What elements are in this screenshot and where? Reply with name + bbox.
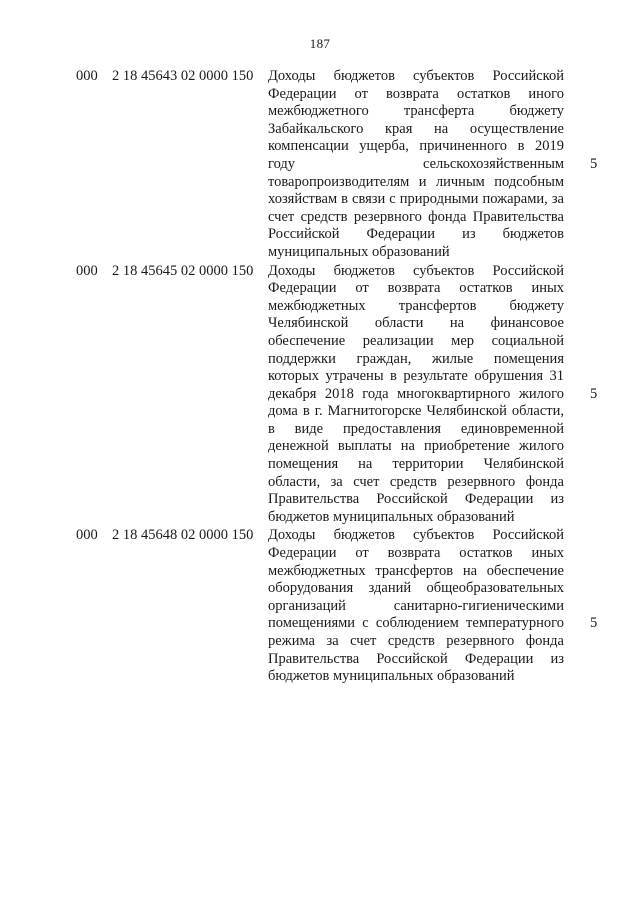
amount-value: 5 [590, 385, 598, 402]
budget-classification-code: 2 18 45643 02 0000 150 [112, 68, 254, 84]
income-codes-table [0, 68, 640, 687]
table-row [0, 263, 640, 527]
table-row [0, 527, 640, 685]
budget-classification-code: 2 18 45648 02 0000 150 [112, 527, 254, 544]
table-row [0, 68, 640, 262]
budget-classification-code: 2 18 45645 02 0000 150 [112, 262, 254, 279]
page-number: 187 [309, 36, 331, 51]
admin-code: 000 [76, 68, 98, 84]
amount-value: 5 [590, 156, 598, 172]
admin-code: 000 [76, 527, 98, 544]
admin-code: 000 [76, 262, 98, 279]
income-description: Доходы бюджетов субъектов Российской Федерации от возврата остатков иного межбюджетного трансферта бюджету Забайкальского края на осуществление компенсации ущерба, причиненного в 2019 году сельскохозяйственным товаропроизводителям и личным подсобным хозяйствам в связи с природными пожарами, за счет средств резервного фонда Правительства Российской Федерации из бюджетов муниципальных образований [268, 68, 564, 260]
income-description: Доходы бюджетов субъектов Российской Федерации от возврата остатков иных межбюджетных трансфертов на обеспечение оборудования зданий общеобразовательных организаций санитарно-гигиеническими помещениями с соблюдением температурного режима за счет средств резервного фонда Правительства Российской Федерации из бюджетов муниципальных образований [268, 527, 564, 685]
income-description: Доходы бюджетов субъектов Российской Федерации от возврата остатков иных межбюджетных трансфертов бюджету Челябинской области на финансовое обеспечение реализации мер социальной поддержки граждан, жилые помещения которых утрачены в результате обрушения 31 декабря 2018 года многоквартирного жилого дома в г. Магнитогорске Челябинской области, в виде предоставления единовременной денежной выплаты на приобретение жилого помещения на территории Челябинской области, за счет средств резервного фонда Правительства Российской Федерации из бюджетов муниципальных образований [268, 262, 564, 525]
amount-value: 5 [590, 615, 598, 632]
